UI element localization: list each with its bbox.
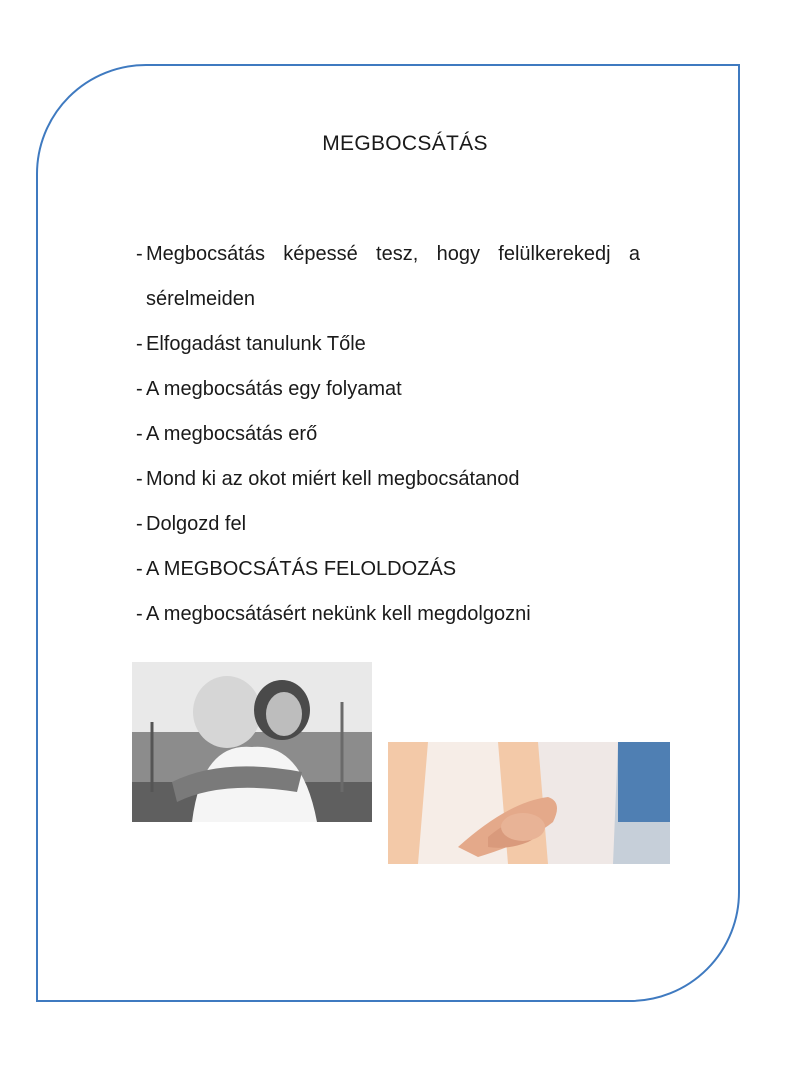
bullet-dash: - [136, 378, 143, 400]
list-item: - Mond ki az okot miért kell megbocsátanod [136, 457, 640, 502]
list-item: - A megbocsátás egy folyamat [136, 367, 640, 412]
list-item: - A MEGBOCSÁTÁS FELOLDOZÁS [136, 547, 640, 592]
bullet-dash: - [136, 513, 143, 535]
bullet-dash: - [136, 243, 143, 265]
holding-hands-illustration [388, 742, 670, 864]
bullet-dash: - [136, 423, 143, 445]
bullet-dash: - [136, 558, 143, 580]
list-item: - A megbocsátás erő [136, 412, 640, 457]
list-item: - Elfogadást tanulunk Tőle [136, 322, 640, 367]
list-item: - A megbocsátásért nekünk kell megdolgozni [136, 592, 640, 637]
list-item: - Dolgozd fel [136, 502, 640, 547]
children-hugging-illustration [132, 662, 372, 822]
photo-children-hugging [132, 662, 372, 822]
list-item: - Megbocsátás képessé tesz, hogy felülkerekedj a sérelmeiden [136, 232, 640, 322]
page-title: MEGBOCSÁTÁS [322, 132, 488, 155]
bullet-dash: - [136, 333, 143, 355]
bullet-dash: - [136, 603, 143, 625]
photo-holding-hands [388, 742, 670, 864]
bullet-dash: - [136, 468, 143, 490]
bullet-list [136, 232, 640, 637]
